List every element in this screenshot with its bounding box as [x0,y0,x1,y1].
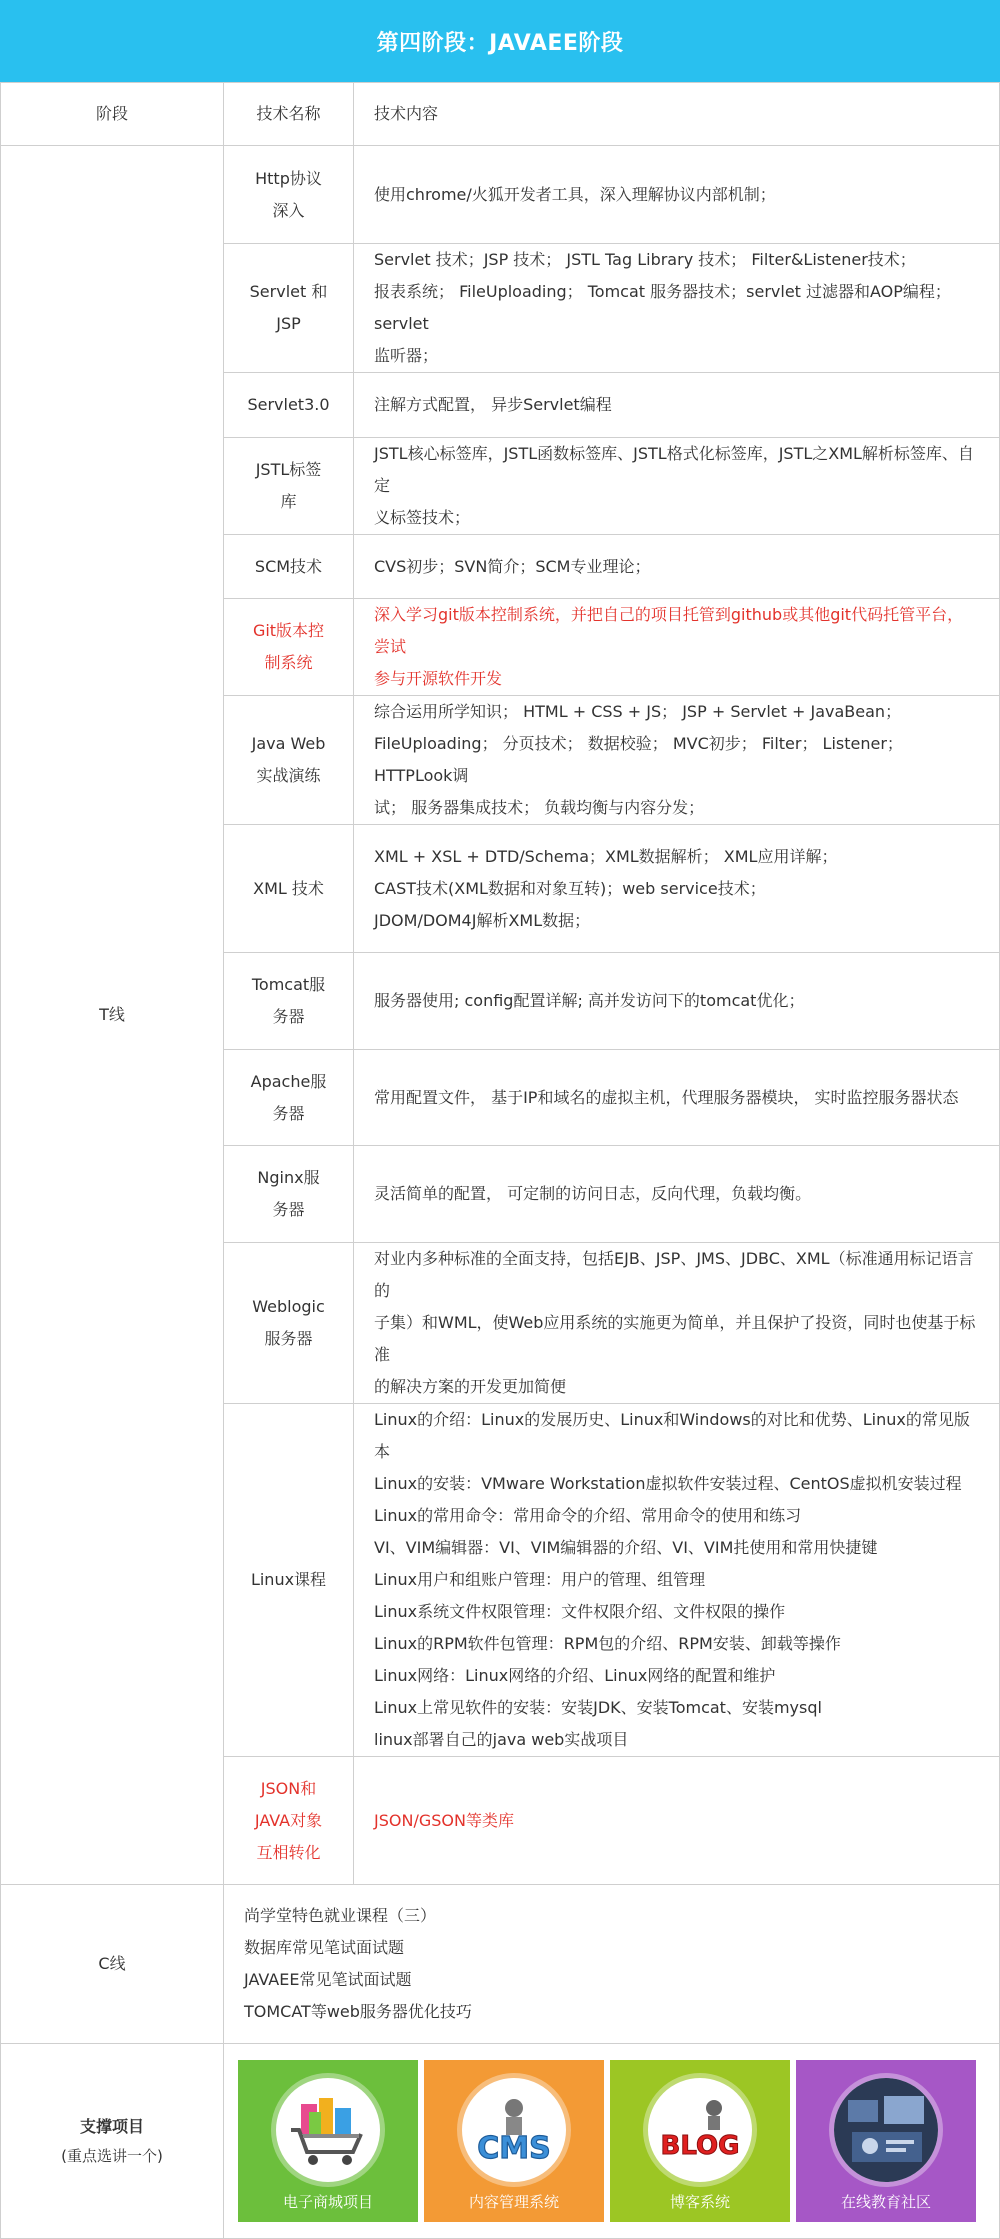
tech-name-line: Apache服 [250,1071,327,1091]
tech-name-line: JSON和 [260,1778,317,1798]
tech-content-cell [354,373,1000,438]
c-line-label: C线 [1,1885,224,2044]
tech-name-cell [224,599,354,696]
tech-content-line: 服务器使用; config配置详解; 高并发访问下的tomcat优化； [374,991,805,1010]
tech-name-line: SCM技术 [254,556,323,576]
tech-content-cell [354,1146,1000,1243]
tech-name-line: Java Web [251,734,326,753]
tech-name-line: 务器 [272,1007,305,1026]
tech-name-line: 深入 [272,200,305,220]
tech-content-line: Linux上常见软件的安装：安装JDK、安装Tomcat、安装mysql [374,1698,822,1717]
tech-content-line: Linux系统文件权限管理：文件权限介绍、文件权限的操作 [374,1602,786,1621]
support-label-cell [1,2044,224,2239]
tech-content-line: FileUploading； 分页技术； 数据校验； MVC初步； Filter； Listener； HTTPLook调 [374,734,903,785]
c-line-row [1,1885,1000,2044]
tech-content-line: JSON/GSON等类库 [374,1810,514,1830]
tech-name-cell [224,696,354,825]
tile-logo-text: BLOG [660,2131,740,2161]
c-line-item: 数据库常见笔试面试题 [244,1938,405,1957]
tech-name-cell [224,825,354,953]
project-tiles [224,2044,999,2238]
t-line-label: T线 [1,146,224,1885]
tech-content-cell [354,953,1000,1050]
tech-name-line: XML 技术 [253,878,324,898]
tech-name-line: Servlet3.0 [247,395,330,414]
tech-content-line: Linux的介绍：Linux的发展历史、Linux和Windows的对比和优势、Linux的常见版本 [374,1410,970,1461]
tech-name-cell [224,953,354,1050]
curriculum-table [0,82,1000,2239]
project-tile[interactable] [610,2060,790,2222]
tech-content-cell [354,696,1000,825]
tech-content-cell [354,244,1000,373]
blog-icon [648,2078,752,2182]
tech-content-line: VI、VIM编辑器：VI、VIM编辑器的介绍、VI、VIM扥使用和常用快捷键 [374,1538,878,1557]
tech-content-line: Linux用户和组账户管理：用户的管理、组管理 [374,1570,706,1589]
tech-name-line: Nginx服 [257,1168,320,1187]
header-stage: 阶段 [1,83,224,146]
tech-content-line: 报表系统； FileUploading； Tomcat 服务器技术；servlet 过滤器和AOP编程；servlet [374,282,951,333]
tech-name-cell [224,535,354,599]
tech-content-line: 子集）和WML，使Web应用系统的实施更为简单，并且保护了投资，同时也使基于标准 [374,1313,976,1364]
tech-content-cell [354,1243,1000,1404]
tech-name-cell [224,1757,354,1885]
cms-icon [462,2078,566,2182]
tech-content-line: 深入学习git版本控制系统，并把自己的项目托管到github或其他git代码托管平台，尝试 [374,605,964,656]
tech-name-line: Servlet 和 [249,282,328,301]
tech-name-line: JSTL标签 [255,460,322,479]
tech-content-line: 试； 服务器集成技术； 负载均衡与内容分发； [374,798,705,817]
banner-title: 第四阶段：JAVAEE阶段 [0,0,1000,82]
project-tile-caption: 内容管理系统 [468,2193,559,2211]
project-tile[interactable] [424,2060,604,2222]
tech-name-line: 务器 [272,1103,305,1123]
header-row [1,83,1000,146]
tech-name-cell [224,244,354,373]
tech-content-line: 参与开源软件开发 [374,669,503,688]
tech-content-line: Linux的RPM软件包管理：RPM包的介绍、RPM安装、卸载等操作 [374,1634,841,1653]
support-row [1,2044,1000,2239]
tech-content-cell [354,438,1000,535]
tech-content-line: 常用配置文件， 基于IP和域名的虚拟主机，代理服务器模块， 实时监控服务器状态 [374,1087,959,1107]
c-line-item: JAVAEE常见笔试面试题 [244,1970,412,1989]
tech-name-line: 库 [280,492,297,511]
tech-content-line: XML + XSL + DTD/Schema；XML数据解析； XML应用详解； [374,846,838,866]
tech-name-line: 制系统 [264,653,313,672]
table-row [1,146,1000,244]
tile-logo-text: CMS [477,2131,551,2166]
tech-name-line: Weblogic [252,1297,325,1316]
tech-content-line: CVS初步；SVN简介；SCM专业理论； [374,556,651,576]
tech-name-line: Tomcat服 [251,975,326,994]
tech-content-line: Linux的安装：VMware Workstation虚拟软件安装过程、CentOS虚拟机安装过程 [374,1474,962,1493]
tech-name-line: JSP [276,314,301,333]
tech-content-line: Linux网络：Linux网络的介绍、Linux网络的配置和维护 [374,1666,776,1685]
tech-content-cell [354,599,1000,696]
project-tile[interactable] [796,2060,976,2222]
tech-content-line: JSTL核心标签库，JSTL函数标签库、JSTL格式化标签库，JSTL之XML解析标签库、自定 [374,444,974,495]
header-tech-name: 技术名称 [224,83,354,146]
tech-name-line: 务器 [272,1200,305,1219]
tech-content-line: 灵活简单的配置， 可定制的访问日志，反向代理，负载均衡。 [374,1184,812,1203]
tech-name-cell [224,1050,354,1146]
tech-content-line: 综合运用所学知识； HTML + CSS + JS； JSP + Servlet + JavaBean； [374,702,902,721]
tech-name-cell [224,1146,354,1243]
tech-content-line: CAST技术(XML数据和对象互转)；web service技术； [374,878,766,898]
tech-content-cell [354,825,1000,953]
tech-name-line: JAVA对象 [254,1810,323,1830]
tech-name-line: Linux课程 [250,1570,327,1589]
support-subtitle: (重点选讲一个) [61,2147,163,2165]
project-tile-caption: 电子商城项目 [282,2193,373,2211]
tech-content-cell [354,1404,1000,1757]
tech-content-cell [354,1050,1000,1146]
tech-content-line: 注解方式配置， 异步Servlet编程 [374,395,612,414]
tech-name-line: 实战演练 [256,766,321,785]
tech-content-line: 义标签技术； [374,508,471,527]
c-line-item: 尚学堂特色就业课程（三） [244,1906,437,1925]
tech-content-line: 监听器； [374,346,439,365]
tech-name-line: 服务器 [264,1329,313,1348]
tech-name-cell [224,1404,354,1757]
tech-content-line: 对业内多种标准的全面支持，包括EJB、JSP、JMS、JDBC、XML（标准通用标记语言的 [374,1249,974,1300]
tech-name-cell [224,146,354,244]
tech-name-cell [224,373,354,438]
shopping-cart-icon [276,2078,380,2182]
tech-name-cell [224,1243,354,1404]
tech-name-cell [224,438,354,535]
tech-name-line: Git版本控 [252,621,325,640]
tech-content-line: 使用chrome/火狐开发者工具，深入理解协议内部机制； [374,184,776,204]
project-tile-caption: 博客系统 [669,2193,730,2211]
c-line-content [224,1885,1000,2044]
online-education-icon [834,2078,938,2182]
tech-content-line: JDOM/DOM4J解析XML数据； [374,910,591,930]
tech-content-line: linux部署自己的java web实战项目 [374,1730,629,1749]
support-title: 支撑项目 [79,2117,144,2136]
tech-content-cell [354,1757,1000,1885]
support-tiles-cell [224,2044,1000,2239]
tech-name-line: 互相转化 [256,1842,321,1862]
tech-content-line: Linux的常用命令：常用命令的介绍、常用命令的使用和练习 [374,1506,802,1525]
tech-content-cell [354,146,1000,244]
header-tech-content: 技术内容 [354,83,1000,146]
tech-content-line: Servlet 技术；JSP 技术； JSTL Tag Library 技术； Filter&Listener技术； [374,250,916,269]
tech-name-line: Http协议 [255,168,322,188]
project-tile-caption: 在线教育社区 [840,2193,931,2211]
c-line-item: TOMCAT等web服务器优化技巧 [244,2002,472,2021]
project-tile[interactable] [238,2060,418,2222]
tech-content-line: 的解决方案的开发更加简便 [374,1377,567,1396]
tech-content-cell [354,535,1000,599]
